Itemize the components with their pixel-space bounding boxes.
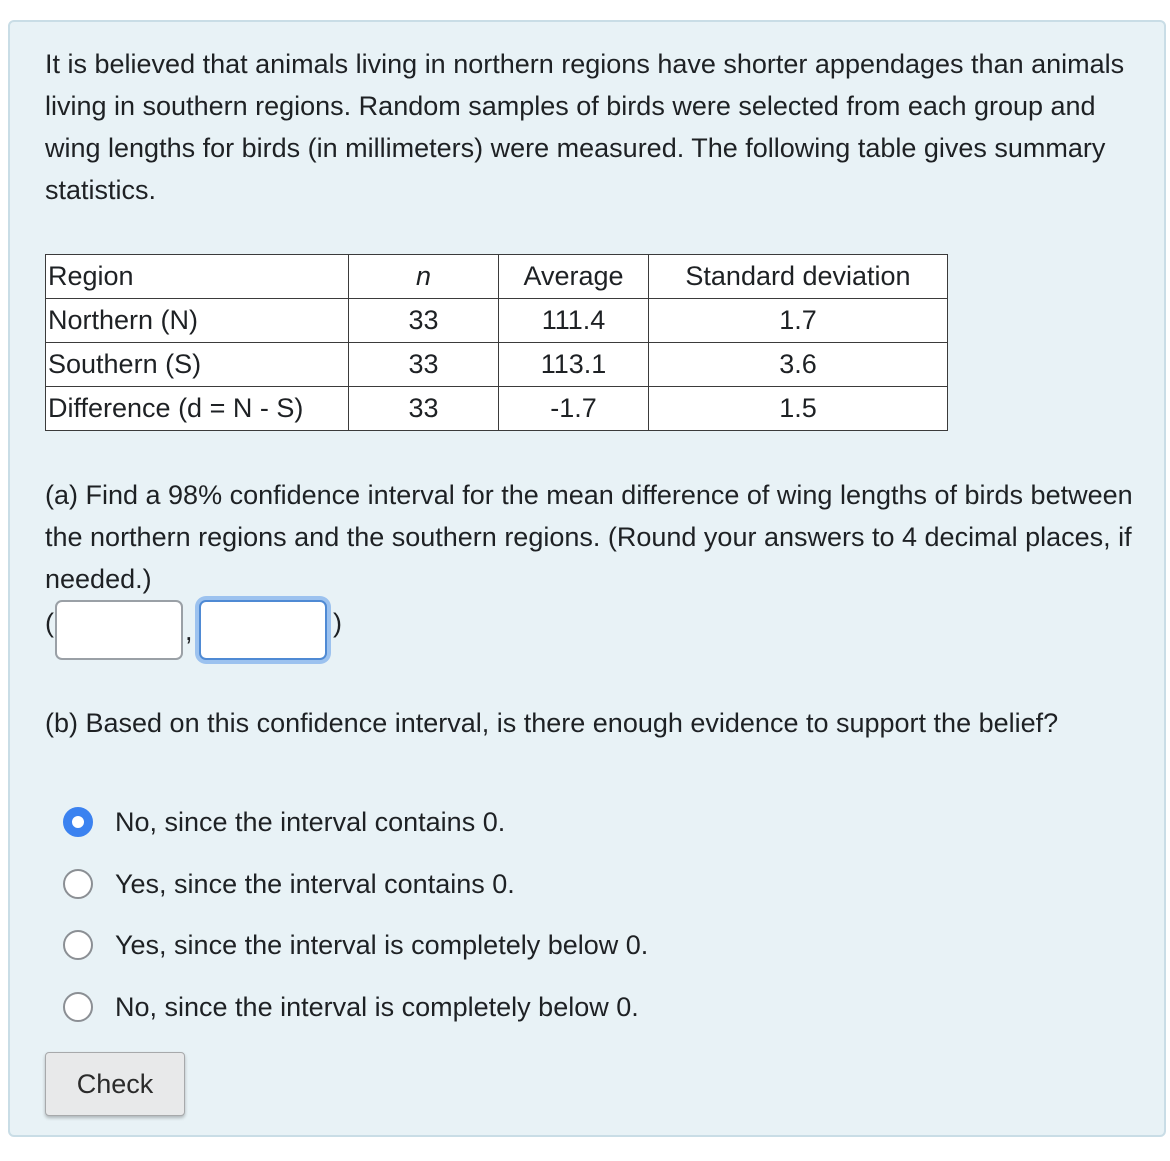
table-header-cell: Standard deviation — [649, 255, 948, 299]
part-b-question: (b) Based on this confidence interval, is there enough evidence to support the belief? — [45, 708, 1059, 738]
table-cell: Southern (S) — [46, 343, 349, 387]
table-cell: Difference (d = N - S) — [46, 387, 349, 431]
close-parenthesis: ) — [333, 608, 342, 638]
table-row — [46, 387, 948, 431]
radio-button[interactable] — [63, 869, 93, 899]
table-cell: 3.6 — [649, 343, 948, 387]
option-no-contains-zero[interactable] — [63, 802, 763, 842]
summary-statistics-table — [45, 254, 948, 431]
table-header-row — [46, 255, 948, 299]
option-label: Yes, since the interval contains 0. — [115, 868, 515, 899]
table-cell: 33 — [349, 299, 499, 343]
option-yes-below-zero[interactable] — [63, 925, 763, 965]
question-panel — [8, 20, 1166, 1137]
confidence-interval-inputs — [45, 598, 365, 664]
table-cell: 33 — [349, 387, 499, 431]
table-cell: 1.7 — [649, 299, 948, 343]
option-yes-contains-zero[interactable] — [63, 864, 763, 904]
table-cell: Northern (N) — [46, 299, 349, 343]
table-header-cell: n — [349, 255, 499, 299]
radio-button[interactable] — [63, 807, 93, 837]
radio-button[interactable] — [63, 992, 93, 1022]
table-row — [46, 343, 948, 387]
table-cell: 111.4 — [499, 299, 649, 343]
check-button[interactable]: Check — [45, 1052, 185, 1116]
table-cell: 113.1 — [499, 343, 649, 387]
part-a-question: (a) Find a 98% confidence interval for the mean difference of wing lengths of birds between the northern regions and the southern regions. (Round your answers to 4 decimal places, if needed.) — [45, 480, 1133, 594]
radio-button[interactable] — [63, 930, 93, 960]
option-label: Yes, since the interval is completely below 0. — [115, 929, 649, 960]
table-cell: 33 — [349, 343, 499, 387]
table-cell: -1.7 — [499, 387, 649, 431]
option-label: No, since the interval contains 0. — [115, 806, 506, 837]
option-no-below-zero[interactable] — [63, 987, 763, 1027]
lower-bound-input[interactable] — [55, 600, 183, 660]
interval-separator: , — [185, 616, 193, 646]
table-cell: 1.5 — [649, 387, 948, 431]
table-row — [46, 299, 948, 343]
open-parenthesis: ( — [45, 608, 54, 638]
option-label: No, since the interval is completely below 0. — [115, 991, 639, 1022]
upper-bound-input[interactable] — [199, 600, 327, 660]
table-header-cell: Region — [46, 255, 349, 299]
table-header-cell: Average — [499, 255, 649, 299]
problem-statement: It is believed that animals living in northern regions have shorter appendages than animals living in southern regions. Random samples of birds were selected from each group and wing lengths for birds (in millimeters) were measured. The following table gives summary statistics. — [45, 49, 1125, 205]
